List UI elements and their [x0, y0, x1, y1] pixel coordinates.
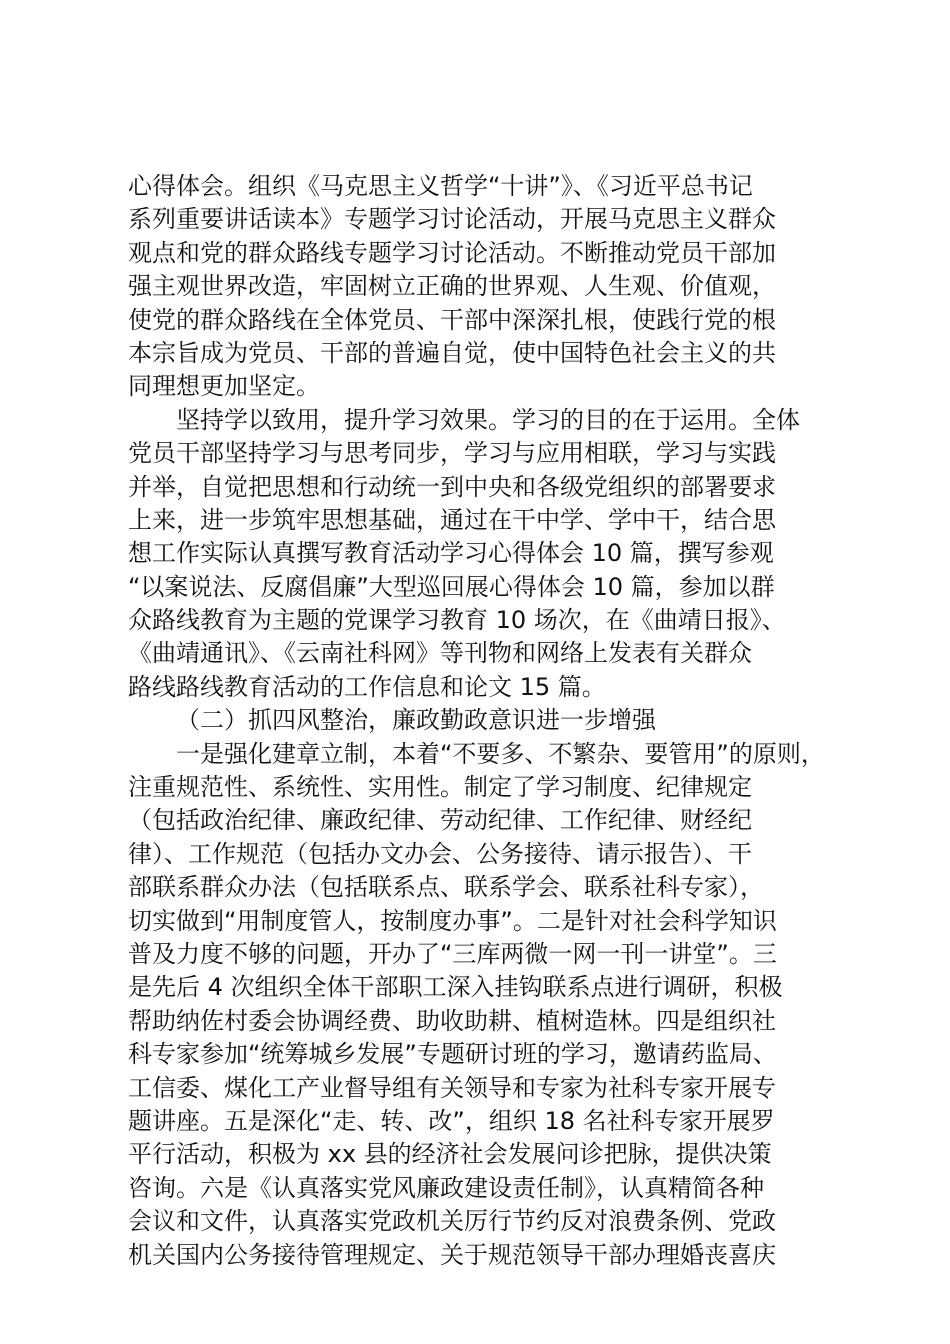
text-line: 工信委、煤化工产业督导组有关领导和专家为社科专家开展专	[128, 1073, 776, 1102]
text-line: 想工作实际认真撰写教育活动学习心得体会 10 篇，撰写参观	[128, 539, 774, 568]
text-line: 强主观世界改造，牢固树立正确的世界观、人生观、价值观，	[128, 272, 776, 301]
text-line: 咨询。六是《认真落实党风廉政建设责任制》，认真精简各种	[128, 1173, 764, 1202]
text-line: 使党的群众路线在全体党员、干部中深深扎根，使践行党的根	[128, 305, 776, 334]
text-line: “以案说法、反腐倡廉”大型巡回展心得体会 10 篇，参加以群	[128, 572, 775, 601]
text-line: 部联系群众办法（包括联系点、联系学会、联系社科专家），	[128, 873, 764, 902]
text-line: 系列重要讲话读本》专题学习讨论活动，开展马克思主义群众	[128, 205, 776, 234]
text-line: 心得体会。组织《马克思主义哲学“十讲”》、《习近平总书记	[128, 172, 753, 200]
text-line: 同理想更加坚定。	[128, 372, 320, 401]
text-line: 科专家参加“统筹城乡发展”专题研讨班的学习，邀请药监局、	[128, 1040, 777, 1069]
text-line: （包括政治纪律、廉政纪律、劳动纪律、工作纪律、财经纪	[128, 806, 752, 835]
text-line: 是先后 4 次组织全体干部职工深入挂钩联系点进行调研，积极	[128, 973, 783, 1002]
text-line: 平行活动，积极为 xx 县的经济社会发展问诊把脉，提供决策	[128, 1140, 772, 1169]
paragraph-start-line: 一是强化建章立制，本着“不要多、不繁杂、要管用”的原则，	[176, 739, 825, 768]
paragraph-start-line: 坚持学以致用，提升学习效果。学习的目的在于运用。全体	[176, 405, 800, 434]
text-line: 题讲座。五是深化“走、转、改”，组织 18 名社科专家开展罗	[128, 1106, 775, 1135]
text-line: 《曲靖通讯》、《云南社科网》等刊物和网络上发表有关群众	[128, 639, 752, 668]
text-line: 观点和党的群众路线专题学习讨论活动。不断推动党员干部加	[128, 238, 776, 267]
section-heading: （二）抓四风整治，廉政勤政意识进一步增强	[176, 706, 656, 735]
text-line: 上来，进一步筑牢思想基础，通过在干中学、学中干，结合思	[128, 505, 776, 534]
document-body	[128, 170, 848, 1272]
text-line: 机关国内公务接待管理规定、关于规范领导干部办理婚丧喜庆	[128, 1240, 776, 1269]
text-line: 党员干部坚持学习与思考同步，学习与应用相联，学习与实践	[128, 439, 776, 468]
text-line: 并举，自觉把思想和行动统一到中央和各级党组织的部署要求	[128, 472, 776, 501]
text-line: 律）、工作规范（包括办文办会、公务接待、请示报告）、干	[128, 839, 752, 868]
text-line: 帮助纳佐村委会协调经费、助收助耕、植树造林。四是组织社	[128, 1006, 776, 1035]
text-line: 注重规范性、系统性、实用性。制定了学习制度、纪律规定	[128, 773, 752, 802]
text-line: 普及力度不够的问题，开办了“三库两微一网一刊一讲堂”。三	[128, 939, 777, 968]
text-line: 切实做到“用制度管人，按制度办事”。二是针对社会科学知识	[128, 906, 777, 935]
text-line: 路线路线教育活动的工作信息和论文 15 篇。	[128, 672, 606, 701]
text-line: 众路线教育为主题的党课学习教育 10 场次，在《曲靖日报》、	[128, 606, 786, 635]
text-line: 会议和文件，认真落实党政机关厉行节约反对浪费条例、党政	[128, 1207, 776, 1236]
text-line: 本宗旨成为党员、干部的普遍自觉，使中国特色社会主义的共	[128, 338, 776, 367]
